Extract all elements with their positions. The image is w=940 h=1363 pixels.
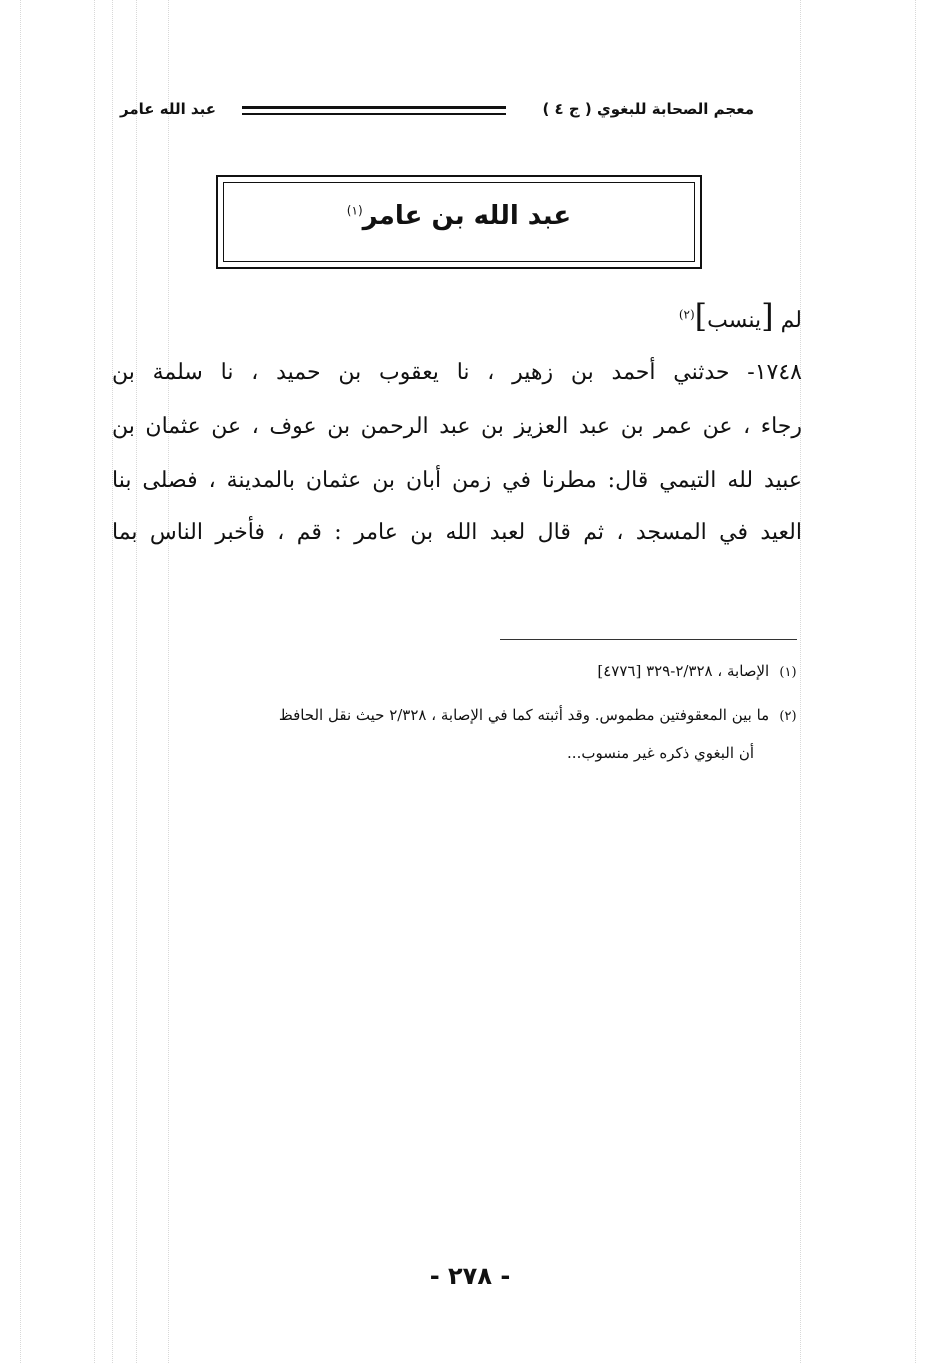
footnote-2-continuation: أن البغوي ذكره غير منسوب... — [567, 744, 754, 762]
footnote-1 — [112, 662, 802, 680]
footnote-separator — [500, 639, 797, 640]
opening-prefix: لم — [780, 308, 802, 333]
header-rule — [242, 106, 506, 115]
entry-title-text: عبد الله بن عامر — [362, 201, 572, 231]
page-number: - ٢٧٨ - — [429, 1262, 511, 1290]
footnote-number: (١) — [779, 665, 797, 680]
text-line: العيد في المسجد ، ثم قال لعبد الله بن عامر : قم ، فأخبر الناس بما — [112, 520, 802, 545]
bracketed-word: ينسب — [707, 308, 762, 333]
scan-guide-line — [112, 0, 113, 1363]
footnote-number: (٢) — [779, 709, 797, 724]
entry-title-frame — [216, 175, 702, 269]
footnote-text: الإصابة ، ٢/٣٢٨-٣٢٩ [٤٧٧٦] — [597, 662, 770, 680]
entry-title — [218, 201, 700, 231]
footnote-text: ما بين المعقوفتين مطموس. وقد أثبته كما في الإصابة ، ٢/٣٢٨ حيث نقل الحافظ — [278, 706, 770, 724]
running-header — [120, 96, 754, 126]
scan-guide-line — [94, 0, 95, 1363]
section-name: عبد الله عامر — [120, 100, 216, 118]
left-bracket: [ — [761, 297, 774, 335]
right-bracket: ] — [694, 297, 708, 335]
opening-line — [112, 297, 802, 335]
text-line: عبيد لله التيمي قال: مطرنا في زمن أبان بن عثمان بالمدينة ، فصلى بنا — [112, 468, 802, 493]
entry-title-footnote-ref: (١) — [346, 203, 363, 218]
footnote-2 — [112, 706, 802, 724]
book-title: معجم الصحابة للبغوي ( ج ٤ ) — [542, 100, 754, 118]
text-line: رجاء ، عن عمر بن عبد العزيز بن عبد الرحمن بن عوف ، عن عثمان بن — [112, 414, 802, 439]
text-line: ١٧٤٨- حدثني أحمد بن زهير ، نا يعقوب بن حميد ، نا سلمة بن — [112, 360, 802, 385]
scan-guide-line — [915, 0, 916, 1363]
opening-footnote-ref: (٢) — [678, 307, 695, 322]
scan-guide-line — [168, 0, 169, 1363]
scan-guide-line — [20, 0, 21, 1363]
scan-guide-line — [136, 0, 137, 1363]
scan-guide-line — [800, 0, 801, 1363]
